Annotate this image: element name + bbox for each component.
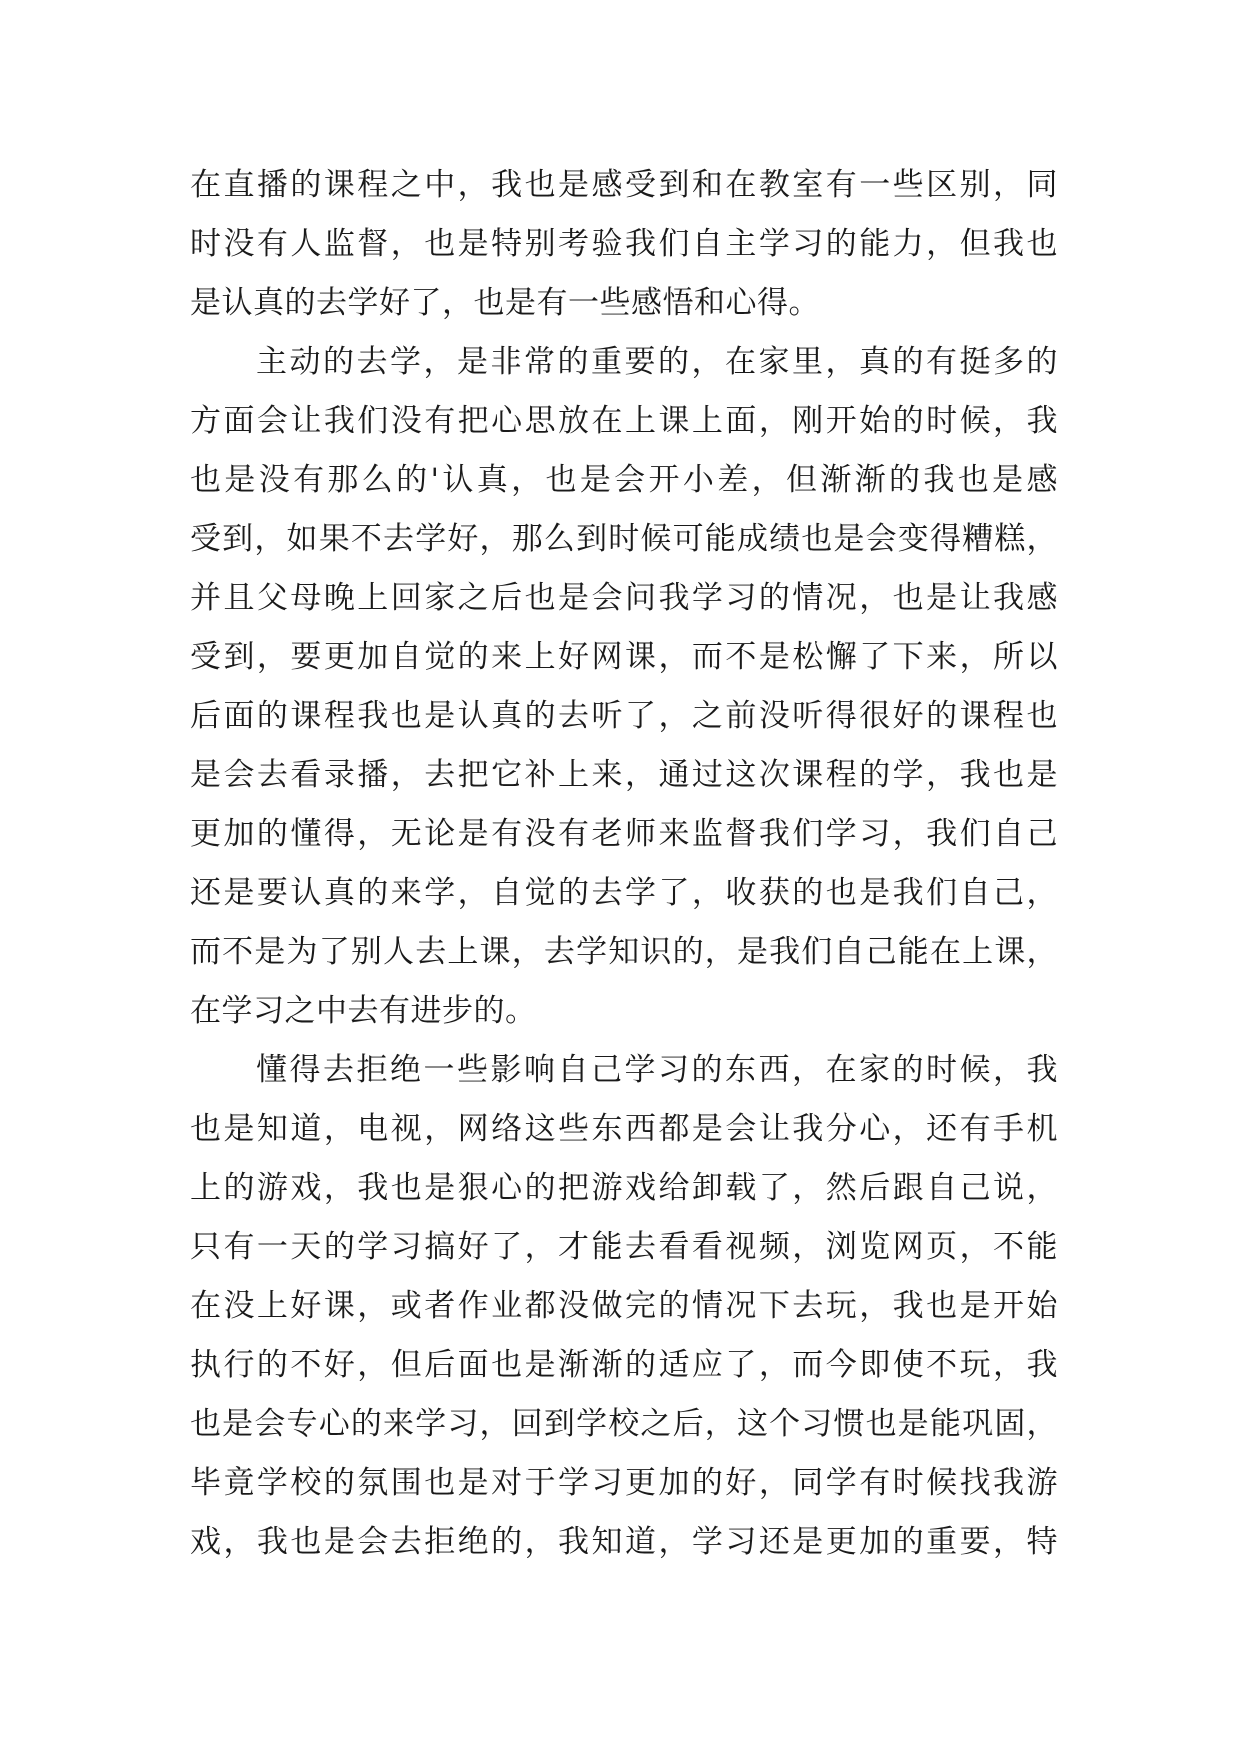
paragraph-1-line-1: 在直播的课程之中，我也是感受到和在教室有一些区别，同 [190,167,1058,203]
paragraph-2-line-12: 在学习之中去有进步的。 [190,993,537,1029]
paragraph-3-line-2: 也是知道，电视，网络这些东西都是会让我分心，还有手机 [190,1111,1058,1147]
paragraph-3-line-4: 只有一天的学习搞好了，才能去看看视频，浏览网页，不能 [190,1229,1058,1265]
paragraph-2-line-6: 受到，要更加自觉的来上好网课，而不是松懈了下来，所以 [190,639,1058,675]
paragraph-1-line-2: 时没有人监督，也是特别考验我们自主学习的能力，但我也 [190,226,1058,262]
paragraph-2-line-7: 后面的课程我也是认真的去听了，之前没听得很好的课程也 [190,698,1058,734]
paragraph-2-line-5: 并且父母晚上回家之后也是会问我学习的情况，也是让我感 [190,580,1058,616]
paragraph-3-line-5: 在没上好课，或者作业都没做完的情况下去玩，我也是开始 [190,1288,1058,1324]
paragraph-2-line-1: 主动的去学，是非常的重要的，在家里，真的有挺多的 [256,344,1058,380]
paragraph-2-line-10: 还是要认真的来学，自觉的去学了，收获的也是我们自己， [190,875,1058,911]
paragraph-2-line-4: 受到，如果不去学好，那么到时候可能成绩也是会变得糟糕， [190,521,1058,557]
paragraph-2-line-9: 更加的懂得，无论是有没有老师来监督我们学习，我们自己 [190,816,1058,852]
paragraph-3-line-7: 也是会专心的来学习，回到学校之后，这个习惯也是能巩固， [190,1406,1058,1442]
body-text [190,156,1058,1572]
paragraph-3-line-9: 戏，我也是会去拒绝的，我知道，学习还是更加的重要，特 [190,1524,1058,1560]
paragraph-1-line-3: 是认真的去学好了，也是有一些感悟和心得。 [190,285,820,321]
paragraph-2-line-3: 也是没有那么的'认真，也是会开小差，但渐渐的我也是感 [190,462,1058,498]
paragraph-2-line-8: 是会去看录播，去把它补上来，通过这次课程的学，我也是 [190,757,1058,793]
paragraph-3-line-6: 执行的不好，但后面也是渐渐的适应了，而今即使不玩，我 [190,1347,1058,1383]
paragraph-2-line-11: 而不是为了别人去上课，去学知识的，是我们自己能在上课， [190,934,1058,970]
paragraph-2-line-2: 方面会让我们没有把心思放在上课上面，刚开始的时候，我 [190,403,1058,439]
paragraph-3-line-1: 懂得去拒绝一些影响自己学习的东西，在家的时候，我 [256,1052,1058,1088]
paragraph-3-line-8: 毕竟学校的氛围也是对于学习更加的好，同学有时候找我游 [190,1465,1058,1501]
paragraph-3-line-3: 上的游戏，我也是狠心的把游戏给卸载了，然后跟自己说， [190,1170,1058,1206]
